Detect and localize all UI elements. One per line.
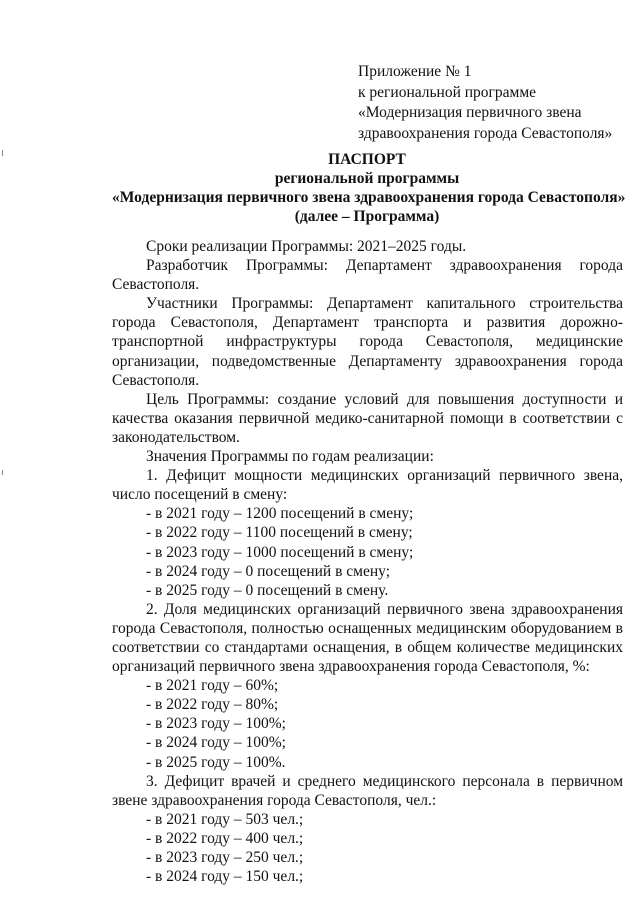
document-body [112, 237, 623, 886]
appendix-header [358, 62, 618, 144]
list-item: - в 2024 году – 150 чел.; [146, 868, 304, 886]
list-item: - в 2024 году – 0 посещений в смену; [146, 562, 391, 580]
appendix-line: здравоохранения города Севастополя» [358, 124, 613, 142]
appendix-line: Приложение № 1 [358, 63, 472, 80]
list-item: - в 2021 году – 60%; [146, 677, 279, 695]
list-item: - в 2025 году – 100%. [146, 753, 286, 771]
title-line: (далее – Программа) [294, 208, 440, 225]
title-line: региональной программы [274, 170, 460, 187]
goal-paragraph: Цель Программы: создание условий для повышения доступности и качества оказания первичной медико-санитарной помощи в соответствии с законодательством. [112, 390, 623, 446]
developer-paragraph: Разработчик Программы: Департамент здравоохранения города Севастополя. [112, 257, 623, 294]
indicator-title: 2. Доля медицинских организаций первичного звена здравоохранения города Севастополя, полностью оснащенных медицинским оборудованием в соответствии со стандартами оснащения, в общем количестве медицинских организаций первичного звена здравоохранения города Севастополя, %: [112, 600, 623, 676]
list-item: - в 2022 году – 1100 посещений в смену; [146, 524, 413, 542]
list-item: - в 2024 году – 100%; [146, 734, 286, 752]
terms-paragraph: Сроки реализации Программы: 2021–2025 годы. [146, 238, 467, 255]
list-item: - в 2023 году – 1000 посещений в смену; [146, 543, 414, 561]
indicator-block [112, 772, 623, 887]
indicator-title: 1. Дефицит мощности медицинских организаций первичного звена, число посещений в смену: [112, 467, 623, 504]
title-line: «Модернизация первичного звена здравоохранения города Севастополя» [112, 189, 626, 206]
indicator-block [112, 466, 623, 600]
scan-mark [2, 470, 3, 475]
document-title [112, 150, 626, 226]
list-item: - в 2021 году – 1200 посещений в смену; [146, 505, 414, 523]
appendix-line: к региональной программе [358, 83, 537, 101]
list-item: - в 2022 году – 400 чел.; [146, 829, 304, 847]
participants-paragraph: Участники Программы: Департамент капитального строительства города Севастополя, Департамент транспорта и развития дорожно-транспортной инфраструктуры города Севастополя, медицинские организации, подведомственные Департаменту здравоохранения города Севастополя. [112, 295, 623, 389]
indicator-block [112, 600, 623, 772]
list-item: - в 2021 году – 503 чел.; [146, 810, 304, 828]
values-intro: Значения Программы по годам реализации: [146, 448, 434, 466]
list-item: - в 2022 году – 80%; [146, 696, 279, 714]
list-item: - в 2023 году – 250 чел.; [146, 849, 304, 866]
scan-mark [2, 150, 3, 156]
appendix-line: «Модернизация первичного звена [358, 104, 582, 121]
indicator-title: 3. Дефицит врачей и среднего медицинского персонала в первичном звене здравоохранения города Севастополя, чел.: [112, 772, 623, 809]
title-line: ПАСПОРТ [328, 151, 406, 168]
list-item: - в 2025 году – 0 посещений в смену. [146, 581, 389, 599]
list-item: - в 2023 году – 100%; [146, 715, 286, 733]
